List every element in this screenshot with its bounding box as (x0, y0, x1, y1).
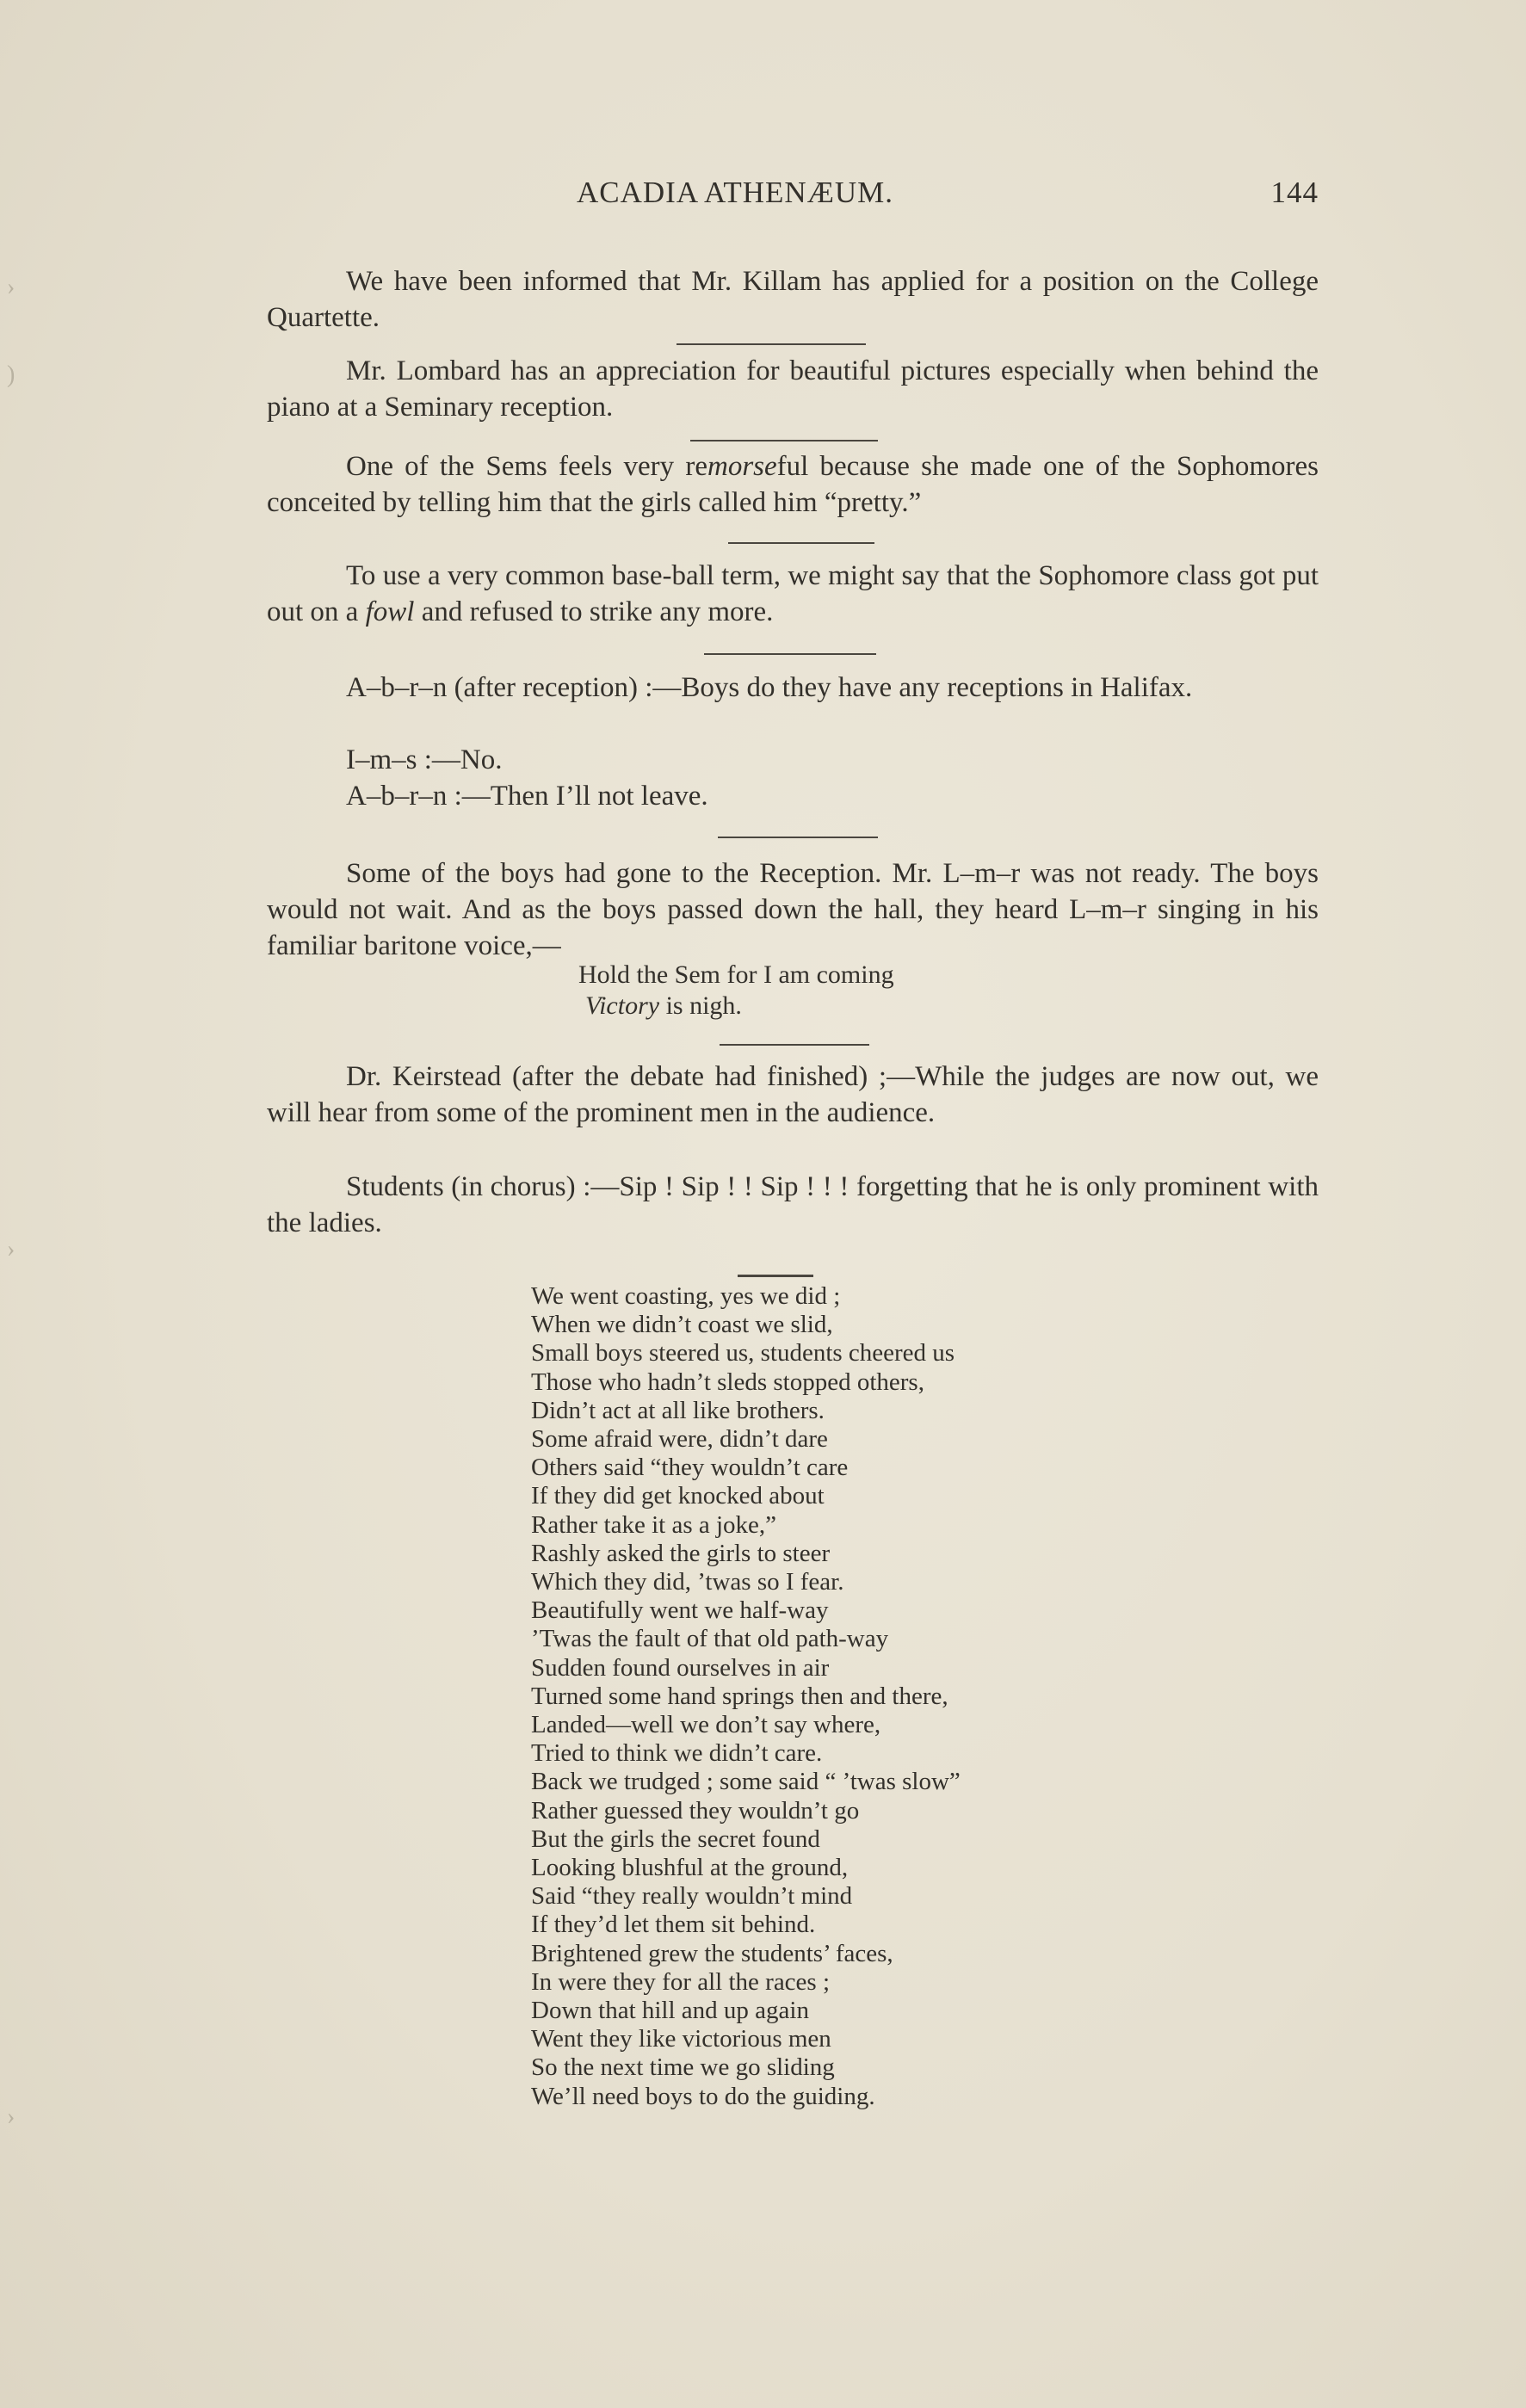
section-divider (728, 542, 874, 544)
poem-line: ’Twas the fault of that old path-way (531, 1625, 889, 1653)
poem-line: Those who hadn’t sleds stopped others, (531, 1368, 924, 1396)
poem-line: Tried to think we didn’t care. (531, 1739, 823, 1768)
poem (531, 1282, 961, 2111)
margin-mark: › (7, 2103, 15, 2130)
poem-line: If they did get knocked about (531, 1482, 825, 1510)
quoted-song-rest: is nigh. (659, 991, 742, 1020)
margin-mark: › (7, 1236, 15, 1263)
dialogue-line-1: A–b–r–n (after reception) :—Boys do they have any receptions in Halifax. (346, 672, 1193, 703)
section-divider (677, 343, 866, 345)
poem-line: If they’d let them sit behind. (531, 1911, 816, 1939)
journal-title: ACADIA ATHENÆUM. (577, 176, 893, 209)
page-number: 144 (1270, 176, 1319, 209)
item-keirstead: Dr. Keirstead (after the debate had finished) ;—While the judges are now out, we will hear from some of the prominent men in the audience. (267, 1061, 1319, 1128)
poem-line: Said “they really wouldn’t mind (531, 1882, 853, 1911)
poem-line: Rather take it as a joke,” (531, 1510, 777, 1539)
poem-line: Back we trudged ; some said “ ’twas slow” (531, 1768, 961, 1796)
quoted-song-italic: Victory (585, 991, 660, 1020)
item-reception: Some of the boys had gone to the Reception. Mr. L–m–r was not ready. The boys would not wait. And as the boys passed down the hall, they heard L–m–r singing in his familiar baritone voice,— (267, 858, 1319, 961)
poem-line: We went coasting, yes we did ; (531, 1282, 841, 1310)
sems-text-start: One of the Sems feels very re (346, 451, 707, 482)
sems-text-end: ful because she made one of the Sophomores conceited by telling him that the girls called him “pretty.” (267, 451, 1319, 518)
poem-line: Down that hill and up again (531, 1997, 809, 2025)
quoted-song-line-2 (585, 991, 742, 1021)
poem-line: Looking blushful at the ground, (531, 1854, 849, 1882)
poem-line: But the girls the secret found (531, 1825, 820, 1853)
poem-line: So the next time we go sliding (531, 2053, 835, 2082)
poem-line: Didn’t act at all like brothers. (531, 1396, 825, 1424)
section-divider (690, 440, 878, 441)
poem-line: Rather guessed they wouldn’t go (531, 1796, 860, 1825)
running-header (577, 176, 1319, 219)
poem-line: We’ll need boys to do the guiding. (531, 2082, 875, 2110)
poem-line: Turned some hand springs then and there, (531, 1682, 948, 1710)
margin-mark: › (7, 274, 15, 300)
baseball-text-start: To use a very common base-ball term, we might say that the Sophomore class got put out on a (267, 560, 1319, 627)
baseball-text-end: and refused to strike any more. (414, 596, 774, 627)
poem-line: Rashly asked the girls to steer (531, 1539, 831, 1567)
quoted-song-line-1: Hold the Sem for I am coming (578, 960, 894, 989)
section-divider (720, 1044, 869, 1046)
item-baseball (267, 558, 1319, 630)
item-killam: We have been informed that Mr. Killam has applied for a position on the College Quartette. (267, 266, 1319, 333)
poem-line: Went they like victorious men (531, 2025, 831, 2053)
item-lombard: Mr. Lombard has an appreciation for beautiful pictures especially when behind the piano at a Seminary reception. (267, 355, 1319, 423)
poem-line: In were they for all the races ; (531, 1967, 831, 1996)
baseball-text-italic: fowl (365, 596, 415, 627)
margin-mark: ) (7, 361, 15, 388)
item-students: Students (in chorus) :—Sip ! Sip ! ! Sip ! ! ! forgetting that he is only prominent with the ladies. (267, 1171, 1319, 1238)
poem-line: When we didn’t coast we slid, (531, 1311, 833, 1339)
poem-line: Some afraid were, didn’t dare (531, 1425, 828, 1454)
dialogue-line-3: A–b–r–n :—Then I’ll not leave. (346, 781, 708, 812)
poem-line: Brightened grew the students’ faces, (531, 1939, 893, 1967)
poem-line: Beautifully went we half-way (531, 1596, 829, 1625)
dialogue-line-2: I–m–s :—No. (346, 744, 503, 775)
poem-line: Which they did, ’twas so I fear. (531, 1568, 844, 1596)
section-divider (718, 837, 878, 838)
item-sems (267, 448, 1319, 521)
poem-line: Small boys steered us, students cheered us (531, 1339, 955, 1368)
sems-text-italic: morse (707, 451, 777, 482)
poem-line: Sudden found ourselves in air (531, 1653, 830, 1682)
section-divider (704, 653, 876, 655)
poem-divider (738, 1275, 813, 1277)
poem-line: Others said “they wouldn’t care (531, 1454, 849, 1482)
poem-line: Landed—well we don’t say where, (531, 1711, 881, 1739)
